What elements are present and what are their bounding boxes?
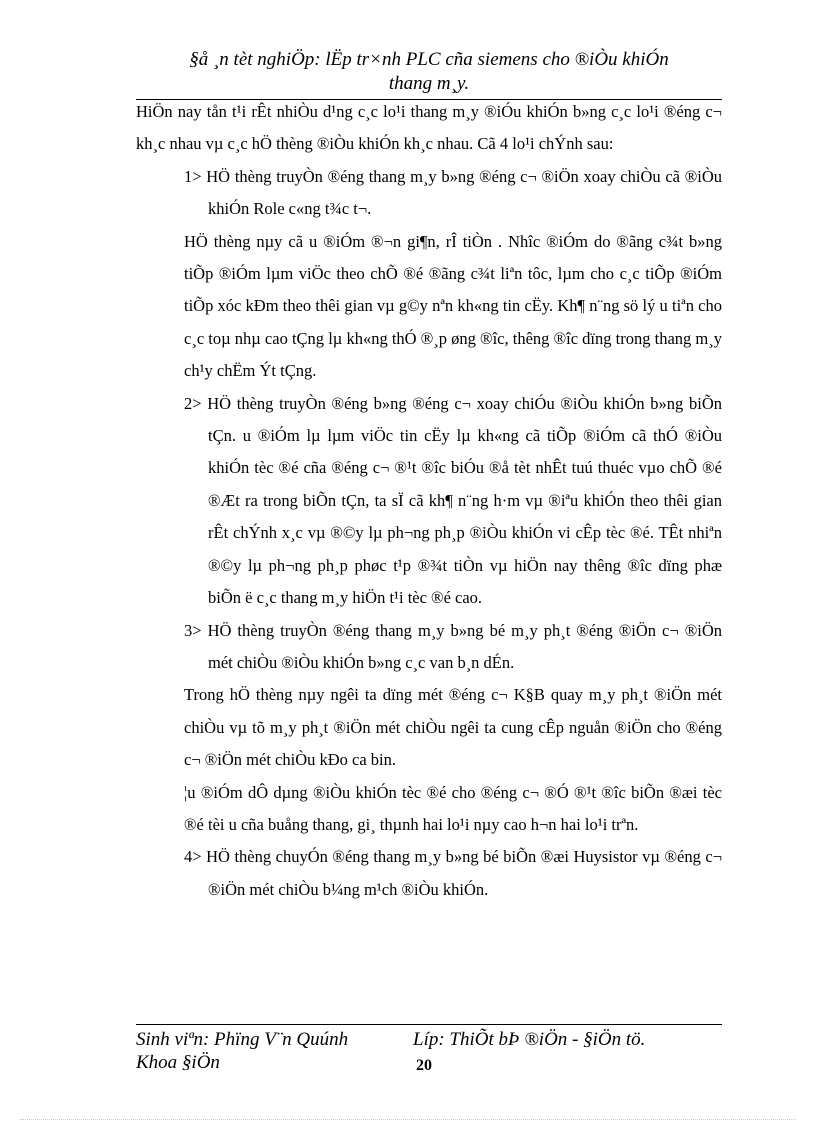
body-text [136,96,722,906]
paragraph-item-1-detail: HÖ thèng nµy cã u ®iÓm ®¬n gi¶n, rÎ tiÒn . Nhîc ®iÓm do ®ãng c¾t b»ng tiÕp ®iÓm lµm viÖc theo chÕ ®é ®ãng c¾t liªn tôc, lµm cho c¸c tiÕp ®iÓm tiÕp xóc kÐm theo thêi gian vµ g©y nªn kh«ng tin cËy. Kh¶ n¨ng sö lý u tiªn cho c¸c toµ nhµ cao tÇng lµ kh«ng thÓ ®¸p øng ®îc, thêng ®îc dïng trong thang m¸y ch¹y chËm Ýt tÇng. [184,231,722,381]
paragraph-item-3-detail: Trong hÖ thèng nµy ngêi ta dïng mét ®éng c¬ K§B quay m¸y ph¸t ®iÖn mét chiÒu vµ tõ m¸y ph¸t ®iÖn mét chiÒu ngêi ta cung cÊp nguån ®iÖn cho ®éng c¬ ®iÖn mét chiÒu kÐo ca bin. [184,685,722,770]
page-edge-divider [20,1119,796,1120]
list-item-2: 2> HÖ thèng truyÒn ®éng b»ng ®éng c¬ xoay chiÓu ®iÒu khiÓn b»ng biÕn tÇn. u ®iÓm lµ lµm viÖc tin cËy lµ kh«ng cã tiÕp ®iÓm cã thÓ ®iÒu khiÓn tèc ®é cña ®éng c¬ ®¹t ®îc biÓu ®å tèt nhÊt tuú thuéc vµo chÕ ®é ®Æt ra trong biÕn tÇn, ta sÏ cã kh¶ n¨ng h·m vµ ®iªu khiÓn theo thêi gian rÊt chÝnh x¸c vµ ®©y lµ ph¬ng ph¸p ®iÒu khiÓn vi cÊp tèc ®é. TÊt nhiªn ®©y lµ ph¬ng ph¸p phøc t¹p ®¾t tiÒn vµ hiÖn nay thêng ®îc dïng phæ biÕn ë c¸c thang m¸y hiÖn t¹i tèc ®é cao. [184,393,722,608]
list-item-4: 4> HÖ thèng chuyÓn ®éng thang m¸y b»ng bé biÕn ®æi Huysistor vµ ®éng c¬ ®iÖn mét chiÒu b¼ng m¹ch ®iÒu khiÓn. [184,847,722,899]
page-number: 20 [416,1057,432,1074]
footer-class: Líp: ThiÕt bÞ ®iÖn - §iÖn tö. [413,1029,646,1050]
header-title-line-1: §å ¸n tèt nghiÖp: lËp tr×nh PLC cña siemens cho ®iÒu khiÓn [189,49,669,70]
header-title-line-2: thang m¸y. [388,73,470,94]
list-item-3: 3> HÖ thèng truyÒn ®éng thang m¸y b»ng bé m¸y ph¸t ®éng ®iÖn c¬ ®iÖn mét chiÒu ®iÒu khiÓn b»ng c¸c van b¸n dÉn. [184,620,722,672]
paragraph-item-3-advantage: ¦u ®iÓm dÔ dµng ®iÒu khiÓn tèc ®é cho ®éng c¬ ®Ó ®¹t ®îc biÕn ®æi tèc ®é tèi u cña buång thang, gi¸ thµnh hai lo¹i nµy cao h¬n hai lo¹i trªn. [184,782,722,834]
page-header [136,48,722,96]
paragraph-intro: HiÖn nay tån t¹i rÊt nhiÒu d¹ng c¸c lo¹i thang m¸y ®iÓu khiÓn b»ng c¸c lo¹i ®éng c¬ kh¸c nhau vµ c¸c hÖ thèng ®iÒu khiÓn kh¸c nhau. Cã 4 lo¹i chÝnh sau: [136,102,722,154]
list-item-1: 1> HÖ thèng truyÒn ®éng thang m¸y b»ng ®éng c¬ ®iÖn xoay chiÒu cã ®iÒu khiÓn Role c«ng t¾c t¬. [184,166,722,219]
footer-student: Sinh viªn: Phïng V¨n Quúnh [136,1029,349,1050]
footer-faculty: Khoa §iÖn [136,1052,220,1073]
footer-rule [136,1024,722,1025]
